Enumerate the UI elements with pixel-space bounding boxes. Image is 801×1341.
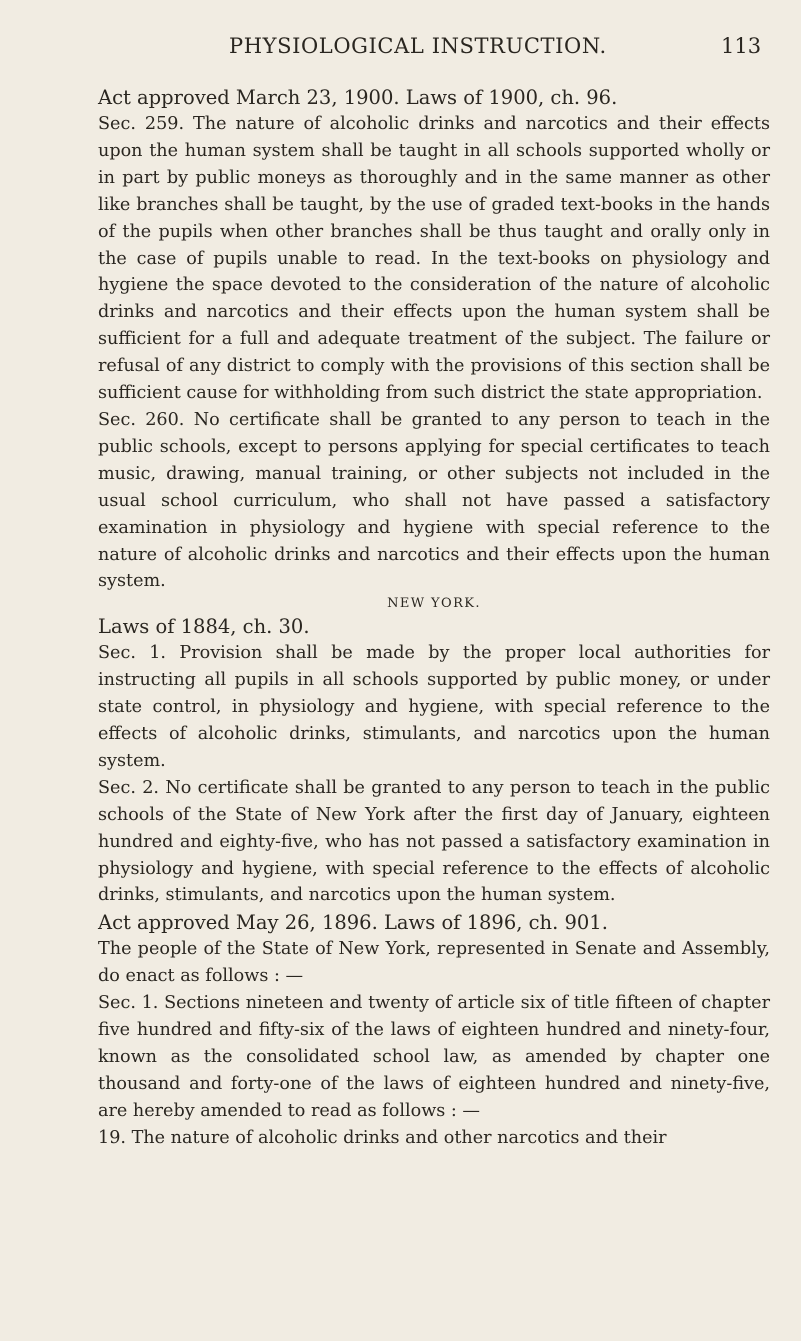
- body-text: [98, 84, 770, 1152]
- act-heading-1900: Act approved March 23, 1900. Laws of 1900, ch. 96.: [98, 86, 618, 109]
- paragraph-sec-259: Sec. 259. The nature of alcoholic drinks and narcotics and their effects upon the human system shall be taught in all schools supported wholly or in part by public moneys as thoroughly and in the same manner as other like branches shall be taught, by the use of graded text-books in the hands of the pupils when other branches shall be thus taught and orally only in the case of pupils unable to read. In the text-books on physiology and hygiene the space devoted to the consideration of the nature of alcoholic drinks and narcotics and their effects upon the human system shall be sufficient for a full and adequate treatment of the subject. The failure or refusal of any district to comply with the provisions of this section shall be sufficient cause for withholding from such district the state appropriation.: [98, 114, 770, 404]
- act-heading-1896: Act approved May 26, 1896. Laws of 1896, ch. 901.: [98, 911, 608, 935]
- section-heading-new-york: NEW YORK.: [387, 596, 481, 612]
- paragraph-ny-sec-1: Sec. 1. Provision shall be made by the proper local authorities for instructing all pupils in all schools supported by public money, or under state control, in physiology and hygiene, with special reference to the effects of alcoholic drinks, stimulants, and narcotics upon the human system.: [98, 643, 770, 771]
- paragraph-enacting-clause: The people of the State of New York, represented in Senate and Assembly, do enact as follows : —: [98, 939, 770, 987]
- paragraph-ny-sec-2: Sec. 2. No certificate shall be granted to any person to teach in the public schools of the State of New York after the first day of January, eighteen hundred and eighty-five, who has not passed a satisfactory examination in physiology and hygiene, with special reference to the effects of alcoholic drinks, stimulants, and narcotics upon the human system.: [98, 777, 770, 906]
- running-header: [0, 34, 801, 64]
- page-number: 113: [721, 34, 762, 58]
- paragraph-sec-19-start: 19. The nature of alcoholic drinks and other narcotics and their: [98, 1127, 667, 1148]
- paragraph-1896-sec-1: Sec. 1. Sections nineteen and twenty of article six of title fifteen of chapter five hundred and fifty-six of the laws of eighteen hundred and ninety-four, known as the consolidated school law, as amended by chapter one thousand and forty-one of the laws of eighteen hundred and ninety-five, are hereby amended to read as follows : —: [98, 993, 770, 1121]
- running-title: PHYSIOLOGICAL INSTRUCTION.: [229, 34, 607, 58]
- paragraph-sec-260: Sec. 260. No certificate shall be granted to any person to teach in the public schools, except to persons applying for special certificates to teach music, drawing, manual training, or other subjects not included in the usual school curriculum, who shall not have passed a satisfactory examination in physiology and hygiene with special reference to the nature of alcoholic drinks and narcotics and their effects upon the human system.: [98, 409, 770, 592]
- laws-heading-1884: Laws of 1884, ch. 30.: [98, 615, 310, 639]
